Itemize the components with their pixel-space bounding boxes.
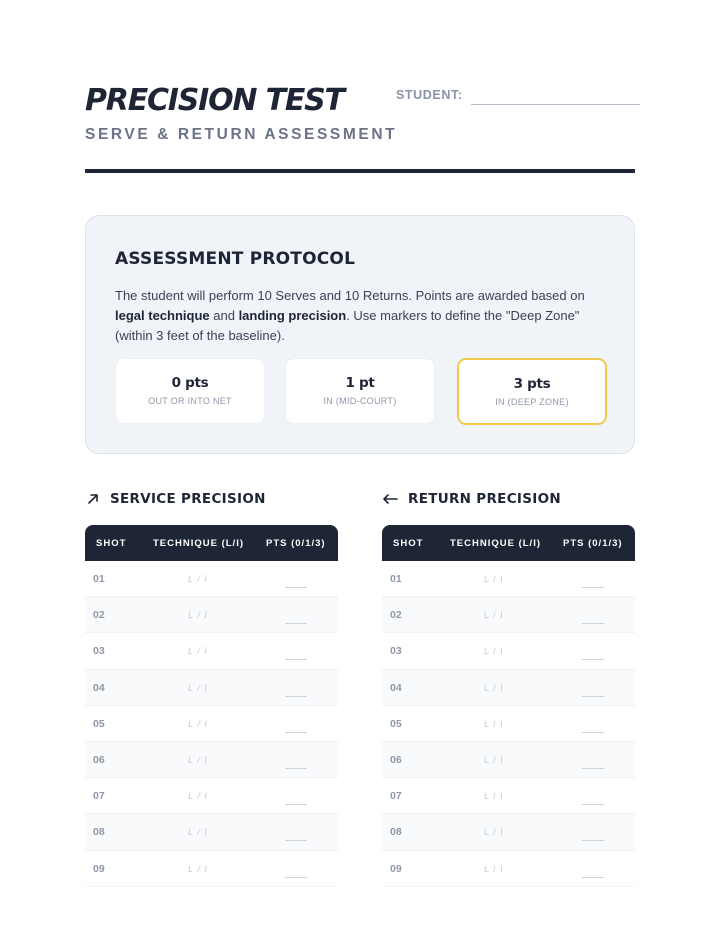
technique-choice[interactable]: L / I [188,791,208,802]
service-table [85,525,338,887]
points-value: 3 pts [513,376,551,392]
shot-number: 07 [93,790,105,803]
technique-choice[interactable]: L / I [188,827,208,838]
shot-number: 03 [93,645,105,658]
table-row [85,851,338,887]
return-heading [382,491,561,507]
shot-number: 07 [390,790,402,803]
protocol-panel [85,215,635,454]
column-header-shot: SHOT [393,537,424,549]
table-row [85,597,338,633]
points-entry-line[interactable] [582,587,604,588]
table-row [85,706,338,742]
points-entry-line[interactable] [582,877,604,878]
points-entry-line[interactable] [285,623,307,624]
student-name-line[interactable] [471,104,640,105]
points-card-three [457,358,607,425]
points-description: IN (DEEP ZONE) [495,397,569,407]
points-entry-line[interactable] [582,768,604,769]
technique-choice[interactable]: L / I [484,791,504,802]
shot-number: 05 [390,717,402,730]
points-entry-line[interactable] [285,768,307,769]
table-row [382,670,635,706]
points-description: IN (MID-COURT) [323,396,397,406]
service-heading [86,491,266,507]
shot-number: 05 [93,717,105,730]
shot-number: 09 [93,862,105,875]
table-row [85,778,338,814]
column-header-technique: TECHNIQUE (L/I) [450,537,541,549]
technique-choice[interactable]: L / I [484,646,504,657]
points-entry-line[interactable] [582,732,604,733]
student-label: STUDENT: [396,88,463,102]
technique-choice[interactable]: L / I [484,610,504,621]
technique-choice[interactable]: L / I [484,574,504,584]
shot-number: 01 [93,573,105,585]
points-entry-line[interactable] [285,840,307,841]
table-row [85,742,338,778]
table-row [382,851,635,887]
protocol-text-part: The student will perform 10 Serves and 10 Returns. Points are awarded based on [115,288,585,303]
shot-number: 06 [93,753,105,766]
service-heading-label: SERVICE PRECISION [110,491,266,507]
arrow-left-icon [382,492,398,506]
table-row [382,597,635,633]
technique-choice[interactable]: L / I [188,646,208,657]
points-entry-line[interactable] [285,877,307,878]
points-card-zero [115,358,265,424]
points-entry-line[interactable] [582,696,604,697]
table-row [382,814,635,850]
column-header-points: PTS (0/1/3) [266,537,326,549]
header-divider [85,169,635,173]
table-row [382,742,635,778]
shot-number: 03 [390,645,402,658]
service-table-header [85,525,338,561]
points-entry-line[interactable] [285,587,307,588]
column-header-technique: TECHNIQUE (L/I) [153,537,244,549]
points-entry-line[interactable] [285,696,307,697]
points-entry-line[interactable] [285,659,307,660]
return-table [382,525,635,887]
protocol-bold-precision: landing precision [238,308,347,323]
shot-number: 06 [390,753,402,766]
protocol-text-part: . Use markers to define the "Deep Zone" (within 3 feet of the baseline). [115,308,580,343]
technique-choice[interactable]: L / I [484,754,504,765]
points-entry-line[interactable] [285,804,307,805]
points-legend [115,358,607,426]
protocol-title: ASSESSMENT PROTOCOL [115,249,356,269]
technique-choice[interactable]: L / I [484,827,504,838]
technique-choice[interactable]: L / I [484,682,504,693]
table-row [382,561,635,597]
shot-number: 02 [93,609,105,622]
points-entry-line[interactable] [582,623,604,624]
table-row [85,670,338,706]
table-row [382,778,635,814]
arrow-up-right-icon [86,492,100,506]
return-heading-label: RETURN PRECISION [408,491,561,507]
protocol-text-part: and [209,308,239,323]
technique-choice[interactable]: L / I [188,863,208,874]
points-entry-line[interactable] [582,840,604,841]
table-row [382,633,635,669]
technique-choice[interactable]: L / I [188,610,208,621]
shot-number: 08 [390,826,402,839]
shot-number: 01 [390,573,402,585]
points-entry-line[interactable] [285,732,307,733]
shot-number: 04 [390,681,402,694]
protocol-text [115,286,605,346]
return-table-header [382,525,635,561]
technique-choice[interactable]: L / I [188,754,208,765]
points-value: 1 pt [345,375,375,391]
table-row [85,814,338,850]
technique-choice[interactable]: L / I [484,718,504,729]
page-title: PRECISION TEST [85,83,344,118]
technique-choice[interactable]: L / I [188,574,208,584]
shot-number: 02 [390,609,402,622]
column-header-points: PTS (0/1/3) [563,537,623,549]
student-field [396,88,640,102]
points-value: 0 pts [171,375,209,391]
table-row [85,633,338,669]
table-row [85,561,338,597]
points-entry-line[interactable] [582,659,604,660]
technique-choice[interactable]: L / I [188,718,208,729]
shot-number: 09 [390,862,402,875]
shot-number: 04 [93,681,105,694]
column-header-shot: SHOT [96,537,127,549]
page-subtitle: SERVE & RETURN ASSESSMENT [85,126,398,143]
protocol-bold-technique: legal technique [115,308,210,323]
points-entry-line[interactable] [582,804,604,805]
shot-number: 08 [93,826,105,839]
table-row [382,706,635,742]
points-description: OUT OR INTO NET [148,396,232,406]
technique-choice[interactable]: L / I [188,682,208,693]
points-card-one [285,358,435,424]
technique-choice[interactable]: L / I [484,863,504,874]
